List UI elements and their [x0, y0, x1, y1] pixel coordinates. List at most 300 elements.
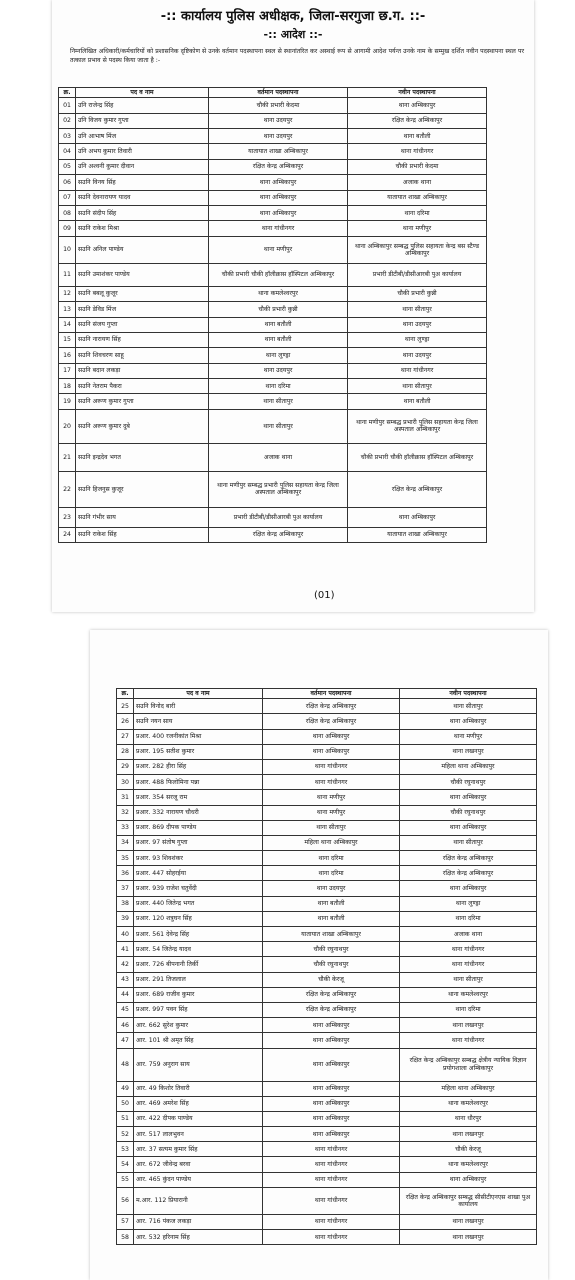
new-posting-cell: थाना लुण्ड्रा [400, 896, 537, 911]
current-posting-cell: थाना गांधीनगर [263, 1214, 400, 1229]
new-posting-cell: थाना अम्बिकापुर [400, 714, 537, 729]
new-posting-cell: थाना सीतापुर [348, 302, 487, 317]
current-posting-cell: चौकी प्रभारी चौकी हॉलीक्रास हॉस्पिटल अम्बिकापुर [209, 263, 348, 286]
serial-number-cell: 40 [117, 927, 134, 942]
header-name: पद व नाम [134, 689, 263, 699]
name-cell: आर. 101 श्री अमृत सिंह [134, 1033, 263, 1048]
new-posting-cell: चौकी प्रभारी चौकी हॉलीक्रास हॉस्पिटल अम्बिकापुर [348, 443, 487, 471]
current-posting-cell: रक्षित केन्द्र अम्बिकापुर [263, 699, 400, 714]
serial-number-cell: 20 [59, 409, 76, 443]
new-posting-cell: थाना लखनपुर [400, 1230, 537, 1245]
new-posting-cell: थाना अम्बिकापुर [400, 881, 537, 896]
name-cell: आर. 716 पंकज लकड़ा [134, 1214, 263, 1229]
serial-number-cell: 05 [59, 159, 76, 174]
table-row [59, 332, 487, 347]
current-posting-cell: थाना अम्बिकापुर [263, 744, 400, 759]
current-posting-cell: थाना उदयपुर [209, 128, 348, 143]
serial-number-cell: 55 [117, 1172, 134, 1187]
name-cell: उनि राजेन्द्र सिंह [76, 98, 209, 113]
new-posting-cell: यातायात शाखा अम्बिकापुर [348, 527, 487, 542]
name-cell: प्रआर. 195 सतीश कुमार [134, 744, 263, 759]
new-posting-cell: प्रभारी डीटीबी/डीसीआरबी पुअ कार्यालय [348, 263, 487, 286]
table-row [59, 221, 487, 236]
name-cell: प्रआर. 97 संतोष गुप्ता [134, 835, 263, 850]
name-cell: प्रआर. 54 जितेन्द्र यादव [134, 942, 263, 957]
name-cell: सउनि नेतराम पैकरा [76, 379, 209, 394]
current-posting-cell: प्रभारी डीटीबी/डीसीआरबी पुअ कार्यालय [209, 507, 348, 527]
serial-number-cell: 32 [117, 805, 134, 820]
serial-number-cell: 36 [117, 866, 134, 881]
current-posting-cell: थाना बतौली [209, 317, 348, 332]
new-posting-cell: थाना लखनपुर [400, 1127, 537, 1142]
new-posting-cell: थाना सीतापुर [400, 835, 537, 850]
new-posting-cell: थाना अम्बिकापुर सम्बद्ध पुलिस सहायता केन्द्र बस स्टैण्ड अम्बिकापुर [348, 236, 487, 263]
page-number: (01) [314, 590, 335, 601]
table-row [59, 527, 487, 542]
serial-number-cell: 58 [117, 1230, 134, 1245]
name-cell: आर. 469 अमरेश सिंह [134, 1096, 263, 1111]
serial-number-cell: 30 [117, 775, 134, 790]
name-cell: सउनि देवनारायण यादव [76, 190, 209, 205]
name-cell: उनि आभाष मिंज [76, 128, 209, 143]
current-posting-cell: थाना अम्बिकापुर [263, 1081, 400, 1096]
serial-number-cell: 47 [117, 1033, 134, 1048]
header-current-posting: वर्तमान पदस्थापना [263, 689, 400, 699]
table-row [59, 379, 487, 394]
name-cell: प्रआर. 869 दीपक पाण्डेय [134, 820, 263, 835]
table-row [117, 972, 537, 987]
serial-number-cell: 15 [59, 332, 76, 347]
current-posting-cell: थाना उदयपुर [263, 881, 400, 896]
new-posting-cell: थाना कमलेश्वरपुर [400, 1096, 537, 1111]
header-serial: क्र. [117, 689, 134, 699]
table-row [59, 471, 487, 507]
current-posting-cell: थाना मणीपुर सम्बद्ध प्रभारी पुलिस सहायता केन्द्र जिला अस्पताल अम्बिकापुर [209, 471, 348, 507]
current-posting-cell: चौकी केरजू [263, 972, 400, 987]
current-posting-cell: रक्षित केन्द्र अम्बिकापुर [263, 1002, 400, 1017]
table-row [117, 1081, 537, 1096]
new-posting-cell: रक्षित केन्द्र अम्बिकापुर [348, 471, 487, 507]
new-posting-cell: थाना कमलेश्वरपुर [400, 987, 537, 1002]
new-posting-cell: थाना सीतापुर [348, 379, 487, 394]
header-name: पद व नाम [76, 88, 209, 98]
new-posting-cell: अजाक थाना [400, 927, 537, 942]
current-posting-cell: थाना दरिमा [263, 866, 400, 881]
name-cell: प्रआर. 997 पवन सिंह [134, 1002, 263, 1017]
serial-number-cell: 57 [117, 1214, 134, 1229]
serial-number-cell: 16 [59, 348, 76, 363]
new-posting-cell: रक्षित केन्द्र अम्बिकापुर सम्बद्ध सीसीटीएनएस शाखा पुअ कार्यालय [400, 1187, 537, 1214]
table-row [117, 714, 537, 729]
office-title: -:: कार्यालय पुलिस अधीक्षक, जिला-सरगुजा छ.ग. ::- [160, 9, 426, 24]
header-serial: क्र. [59, 88, 76, 98]
table-row [117, 1214, 537, 1229]
table-row [117, 1018, 537, 1033]
serial-number-cell: 41 [117, 942, 134, 957]
name-cell: सउनि डेविड मिंज [76, 302, 209, 317]
name-cell: आर. 662 सुरेश कुमार [134, 1018, 263, 1033]
serial-number-cell: 45 [117, 1002, 134, 1017]
name-cell: सउनि बदान लकड़ा [76, 363, 209, 378]
new-posting-cell: थाना अम्बिकापुर [348, 507, 487, 527]
order-heading: -:: आदेश ::- [263, 28, 323, 41]
name-cell: प्रआर. 93 शिवशंकर [134, 851, 263, 866]
serial-number-cell: 07 [59, 190, 76, 205]
serial-number-cell: 42 [117, 957, 134, 972]
current-posting-cell: थाना अम्बिकापुर [263, 1018, 400, 1033]
table-header-row [59, 88, 487, 98]
table-row [117, 881, 537, 896]
table-row [117, 1230, 537, 1245]
current-posting-cell: थाना मणीपुर [263, 805, 400, 820]
serial-number-cell: 12 [59, 286, 76, 301]
current-posting-cell: रक्षित केन्द्र अम्बिकापुर [209, 159, 348, 174]
serial-number-cell: 14 [59, 317, 76, 332]
name-cell: आर. 759 अनुराग साय [134, 1048, 263, 1081]
new-posting-cell: रक्षित केन्द्र अम्बिकापुर [348, 113, 487, 128]
serial-number-cell: 13 [59, 302, 76, 317]
table-row [117, 835, 537, 850]
name-cell: आर. 517 लालभुवन [134, 1127, 263, 1142]
new-posting-cell: रक्षित केन्द्र अम्बिकापुर [400, 851, 537, 866]
new-posting-cell: थाना सीतापुर [400, 699, 537, 714]
new-posting-cell: थाना मणीपुर सम्बद्ध प्रभारी पुलिस सहायता केन्द्र जिला अस्पताल अम्बिकापुर [348, 409, 487, 443]
current-posting-cell: रक्षित केन्द्र अम्बिकापुर [263, 714, 400, 729]
serial-number-cell: 39 [117, 911, 134, 926]
new-posting-cell: महिला थाना अम्बिकापुर [400, 1081, 537, 1096]
new-posting-cell: थाना मणीपुर [348, 221, 487, 236]
current-posting-cell: थाना गांधीनगर [263, 1230, 400, 1245]
serial-number-cell: 04 [59, 144, 76, 159]
table-row [59, 205, 487, 220]
name-cell: प्रआर. 488 फिलोमिना पन्ना [134, 775, 263, 790]
name-cell: प्रआर. 332 नारायण चौधरी [134, 805, 263, 820]
serial-number-cell: 51 [117, 1111, 134, 1126]
serial-number-cell: 09 [59, 221, 76, 236]
current-posting-cell: थाना अम्बिकापुर [263, 1048, 400, 1081]
current-posting-cell: चौकी रघुनाथपुर [263, 942, 400, 957]
transfer-table-page-1 [58, 87, 487, 543]
new-posting-cell: अजाक थाना [348, 175, 487, 190]
current-posting-cell: थाना उदयपुर [209, 363, 348, 378]
serial-number-cell: 48 [117, 1048, 134, 1081]
current-posting-cell: थाना अम्बिकापुर [263, 1127, 400, 1142]
serial-number-cell: 53 [117, 1142, 134, 1157]
new-posting-cell: थाना सीतापुर [400, 972, 537, 987]
table-row [117, 896, 537, 911]
new-posting-cell: चौकी प्रभारी कुन्नी [348, 286, 487, 301]
new-posting-cell: थाना गांधीनगर [400, 957, 537, 972]
name-cell: सउनि राकेश मिश्रा [76, 221, 209, 236]
serial-number-cell: 22 [59, 471, 76, 507]
name-cell: सउनि अरूण कुमार गुप्ता [76, 394, 209, 409]
serial-number-cell: 08 [59, 205, 76, 220]
new-posting-cell: थाना बतौली [348, 394, 487, 409]
name-cell: प्रआर. 120 शत्रुघन सिंह [134, 911, 263, 926]
name-cell: सउनि नारायण सिंह [76, 332, 209, 347]
current-posting-cell: थाना अम्बिकापुर [263, 1033, 400, 1048]
new-posting-cell: चौकी केरजू [400, 1142, 537, 1157]
name-cell: सउनि हिजनुस कुजूर [76, 471, 209, 507]
new-posting-cell: थाना दरिमा [348, 205, 487, 220]
current-posting-cell: थाना अम्बिकापुर [263, 1111, 400, 1126]
serial-number-cell: 26 [117, 714, 134, 729]
new-posting-cell: थाना गांधीनगर [348, 144, 487, 159]
current-posting-cell: थाना अम्बिकापुर [263, 1096, 400, 1111]
current-posting-cell: यातायात शाखा अम्बिकापुर [263, 927, 400, 942]
current-posting-cell: थाना बतौली [209, 332, 348, 347]
new-posting-cell: थाना गांधीनगर [348, 363, 487, 378]
current-posting-cell: महिला थाना अम्बिकापुर [263, 835, 400, 850]
new-posting-cell: थाना दरिमा [400, 1002, 537, 1017]
table-row [117, 1111, 537, 1126]
new-posting-cell: थाना धौरपुर [400, 1111, 537, 1126]
table-row [117, 759, 537, 774]
new-posting-cell: चौकी रघुनाथपुर [400, 805, 537, 820]
name-cell: सउनि गंभीर साय [76, 507, 209, 527]
name-cell: सउनि अरूण कुमार दुबे [76, 409, 209, 443]
table-row [59, 394, 487, 409]
current-posting-cell: थाना दरिमा [263, 851, 400, 866]
name-cell: आर. 37 सत्यम कुमार सिंह [134, 1142, 263, 1157]
current-posting-cell: चौकी प्रभारी केदमा [209, 98, 348, 113]
transfer-table-page-2 [116, 688, 537, 1245]
name-cell: सउनि इन्द्रदेव भगत [76, 443, 209, 471]
new-posting-cell: थाना लुण्ड्रा [348, 332, 487, 347]
name-cell: प्रआर. 291 तिजलाल [134, 972, 263, 987]
serial-number-cell: 25 [117, 699, 134, 714]
current-posting-cell: थाना गांधीनगर [263, 1172, 400, 1187]
new-posting-cell: रक्षित केन्द्र अम्बिकापुर [400, 866, 537, 881]
serial-number-cell: 01 [59, 98, 76, 113]
current-posting-cell: रक्षित केन्द्र अम्बिकापुर [263, 987, 400, 1002]
name-cell: प्रआर. 726 बीपनानी तिर्की [134, 957, 263, 972]
name-cell: उनि विजय कुमार गुप्ता [76, 113, 209, 128]
current-posting-cell: थाना मणीपुर [263, 790, 400, 805]
current-posting-cell: थाना सीतापुर [209, 409, 348, 443]
serial-number-cell: 34 [117, 835, 134, 850]
table-row [59, 443, 487, 471]
table-row [59, 98, 487, 113]
current-posting-cell: थाना गांधीनगर [263, 1187, 400, 1214]
serial-number-cell: 23 [59, 507, 76, 527]
new-posting-cell: थाना बतौली [348, 128, 487, 143]
current-posting-cell: यातायात शाखा अम्बिकापुर [209, 144, 348, 159]
order-intro-text: निम्नलिखित अधिकारी/कर्मचारियों को प्रशासनिक दृष्टिकोण से उनके वर्तमान पदस्थापना स्थल से स्थानांतरित कर अस्थाई रूप से आगामी आदेश पर्यन्त उनके नाम के सम्मुख दर्शित नवीन पदस्थापना स्थल पर तत्काल प्रभाव से पदस्थ किया जाता है :- [70, 48, 524, 64]
table-row [117, 1033, 537, 1048]
table-row [59, 159, 487, 174]
new-posting-cell: थाना लखनपुर [400, 1018, 537, 1033]
new-posting-cell: थाना अम्बिकापुर [348, 98, 487, 113]
name-cell: सउनि नयन साय [134, 714, 263, 729]
serial-number-cell: 18 [59, 379, 76, 394]
serial-number-cell: 06 [59, 175, 76, 190]
current-posting-cell: थाना कमलेश्वरपुर [209, 286, 348, 301]
table-row [59, 175, 487, 190]
new-posting-cell: थाना गांधीनगर [400, 1033, 537, 1048]
serial-number-cell: 21 [59, 443, 76, 471]
serial-number-cell: 10 [59, 236, 76, 263]
current-posting-cell: थाना सीतापुर [263, 820, 400, 835]
serial-number-cell: 11 [59, 263, 76, 286]
new-posting-cell: चौकी रघुनाथपुर [400, 775, 537, 790]
name-cell: सउनि विनोद बारी [134, 699, 263, 714]
table-row [59, 263, 487, 286]
current-posting-cell: चौकी रघुनाथपुर [263, 957, 400, 972]
header-current-posting: वर्तमान पदस्थापना [209, 88, 348, 98]
current-posting-cell: थाना बतौली [263, 911, 400, 926]
header-new-posting: नवीन पदस्थापना [348, 88, 487, 98]
table-row [117, 1157, 537, 1172]
serial-number-cell: 54 [117, 1157, 134, 1172]
current-posting-cell: थाना गांधीनगर [263, 759, 400, 774]
current-posting-cell: थाना गांधीनगर [263, 1157, 400, 1172]
current-posting-cell: थाना गांधीनगर [263, 775, 400, 790]
table-row [117, 1002, 537, 1017]
current-posting-cell: चौकी प्रभारी कुन्नी [209, 302, 348, 317]
current-posting-cell: थाना सीतापुर [209, 394, 348, 409]
serial-number-cell: 44 [117, 987, 134, 1002]
current-posting-cell: थाना अम्बिकापुर [209, 175, 348, 190]
table-row [117, 911, 537, 926]
new-posting-cell: थाना कमलेश्वरपुर [400, 1157, 537, 1172]
name-cell: आर. 465 कुंदन पाण्डेय [134, 1172, 263, 1187]
serial-number-cell: 46 [117, 1018, 134, 1033]
table-row [59, 113, 487, 128]
name-cell: सउनि उमाशंकर पाण्डेय [76, 263, 209, 286]
new-posting-cell: थाना उदयपुर [348, 317, 487, 332]
table-row [117, 1187, 537, 1214]
name-cell: आर. 672 जीवेन्द्र बरवा [134, 1157, 263, 1172]
table-row [117, 805, 537, 820]
serial-number-cell: 31 [117, 790, 134, 805]
name-cell: सउनि बबलू कुजूर [76, 286, 209, 301]
name-cell: प्रआर. 400 रजनीकांत मिश्रा [134, 729, 263, 744]
new-posting-cell: थाना दरिमा [400, 911, 537, 926]
serial-number-cell: 03 [59, 128, 76, 143]
serial-number-cell: 29 [117, 759, 134, 774]
current-posting-cell: थाना मणीपुर [209, 236, 348, 263]
serial-number-cell: 17 [59, 363, 76, 378]
serial-number-cell: 37 [117, 881, 134, 896]
serial-number-cell: 28 [117, 744, 134, 759]
name-cell: प्रआर. 447 सोहरईया [134, 866, 263, 881]
serial-number-cell: 43 [117, 972, 134, 987]
table-row [117, 820, 537, 835]
table-row [117, 699, 537, 714]
table-row [59, 507, 487, 527]
serial-number-cell: 38 [117, 896, 134, 911]
table-row [59, 190, 487, 205]
new-posting-cell: थाना अम्बिकापुर [400, 820, 537, 835]
serial-number-cell: 33 [117, 820, 134, 835]
current-posting-cell: थाना बतौली [263, 896, 400, 911]
current-posting-cell: थाना अम्बिकापुर [209, 205, 348, 220]
table-row [117, 1096, 537, 1111]
serial-number-cell: 52 [117, 1127, 134, 1142]
name-cell: सउनि संजय गुप्ता [76, 317, 209, 332]
serial-number-cell: 19 [59, 394, 76, 409]
serial-number-cell: 02 [59, 113, 76, 128]
table-row [117, 957, 537, 972]
name-cell: सउनि राकेश सिंह [76, 527, 209, 542]
table-row [117, 744, 537, 759]
table-row [59, 286, 487, 301]
table-row [117, 942, 537, 957]
table-row [59, 363, 487, 378]
table-row [59, 409, 487, 443]
name-cell: प्रआर. 440 जितेन्द्र भगत [134, 896, 263, 911]
table-row [59, 128, 487, 143]
name-cell: प्रआर. 561 देवेन्द्र सिंह [134, 927, 263, 942]
new-posting-cell: थाना मणीपुर [400, 729, 537, 744]
table-row [117, 1048, 537, 1081]
current-posting-cell: थाना गांधीनगर [209, 221, 348, 236]
table-row [59, 236, 487, 263]
new-posting-cell: थाना लखनपुर [400, 1214, 537, 1229]
table-row [117, 790, 537, 805]
name-cell: प्रआर. 354 सरजू राम [134, 790, 263, 805]
current-posting-cell: थाना उदयपुर [209, 113, 348, 128]
table-row [117, 851, 537, 866]
serial-number-cell: 35 [117, 851, 134, 866]
serial-number-cell: 49 [117, 1081, 134, 1096]
new-posting-cell: महिला थाना अम्बिकापुर [400, 759, 537, 774]
table-row [59, 348, 487, 363]
name-cell: प्रआर. 689 राजीव कुमार [134, 987, 263, 1002]
new-posting-cell: थाना अम्बिकापुर [400, 790, 537, 805]
current-posting-cell: थाना गांधीनगर [263, 1142, 400, 1157]
table-row [117, 987, 537, 1002]
new-posting-cell: थाना लखनपुर [400, 744, 537, 759]
table-row [117, 729, 537, 744]
serial-number-cell: 50 [117, 1096, 134, 1111]
table-row [117, 775, 537, 790]
current-posting-cell: रक्षित केन्द्र अम्बिकापुर [209, 527, 348, 542]
name-cell: सउनि शिवचरण साहू [76, 348, 209, 363]
table-row [117, 1172, 537, 1187]
name-cell: प्रआर. 282 हीरा सिंह [134, 759, 263, 774]
name-cell: सउनि विनय सिंह [76, 175, 209, 190]
name-cell: सउनि अनिल पाण्डेय [76, 236, 209, 263]
new-posting-cell: यातायात शाखा अम्बिकापुर [348, 190, 487, 205]
table-row [117, 1127, 537, 1142]
new-posting-cell: चौकी प्रभारी केदमा [348, 159, 487, 174]
name-cell: म.आर. 112 प्रियारानी [134, 1187, 263, 1214]
table-row [117, 1142, 537, 1157]
current-posting-cell: थाना लुण्ड्रा [209, 348, 348, 363]
current-posting-cell: थाना अम्बिकापुर [209, 190, 348, 205]
serial-number-cell: 24 [59, 527, 76, 542]
header-new-posting: नवीन पदस्थापना [400, 689, 537, 699]
table-row [59, 302, 487, 317]
current-posting-cell: थाना अम्बिकापुर [263, 729, 400, 744]
table-header-row [117, 689, 537, 699]
current-posting-cell: अजाक थाना [209, 443, 348, 471]
name-cell: उनि अभय कुमार तिवारी [76, 144, 209, 159]
current-posting-cell: थाना दरिमा [209, 379, 348, 394]
name-cell: सउनि संदीप सिंह [76, 205, 209, 220]
table-row [59, 317, 487, 332]
name-cell: उनि अश्वनी कुमार दीवान [76, 159, 209, 174]
new-posting-cell: थाना अम्बिकापुर [400, 1172, 537, 1187]
table-row [59, 144, 487, 159]
name-cell: आर. 422 दीपक पाण्डेय [134, 1111, 263, 1126]
serial-number-cell: 56 [117, 1187, 134, 1214]
serial-number-cell: 27 [117, 729, 134, 744]
table-row [117, 866, 537, 881]
name-cell: आर. 532 हरिनाम सिंह [134, 1230, 263, 1245]
